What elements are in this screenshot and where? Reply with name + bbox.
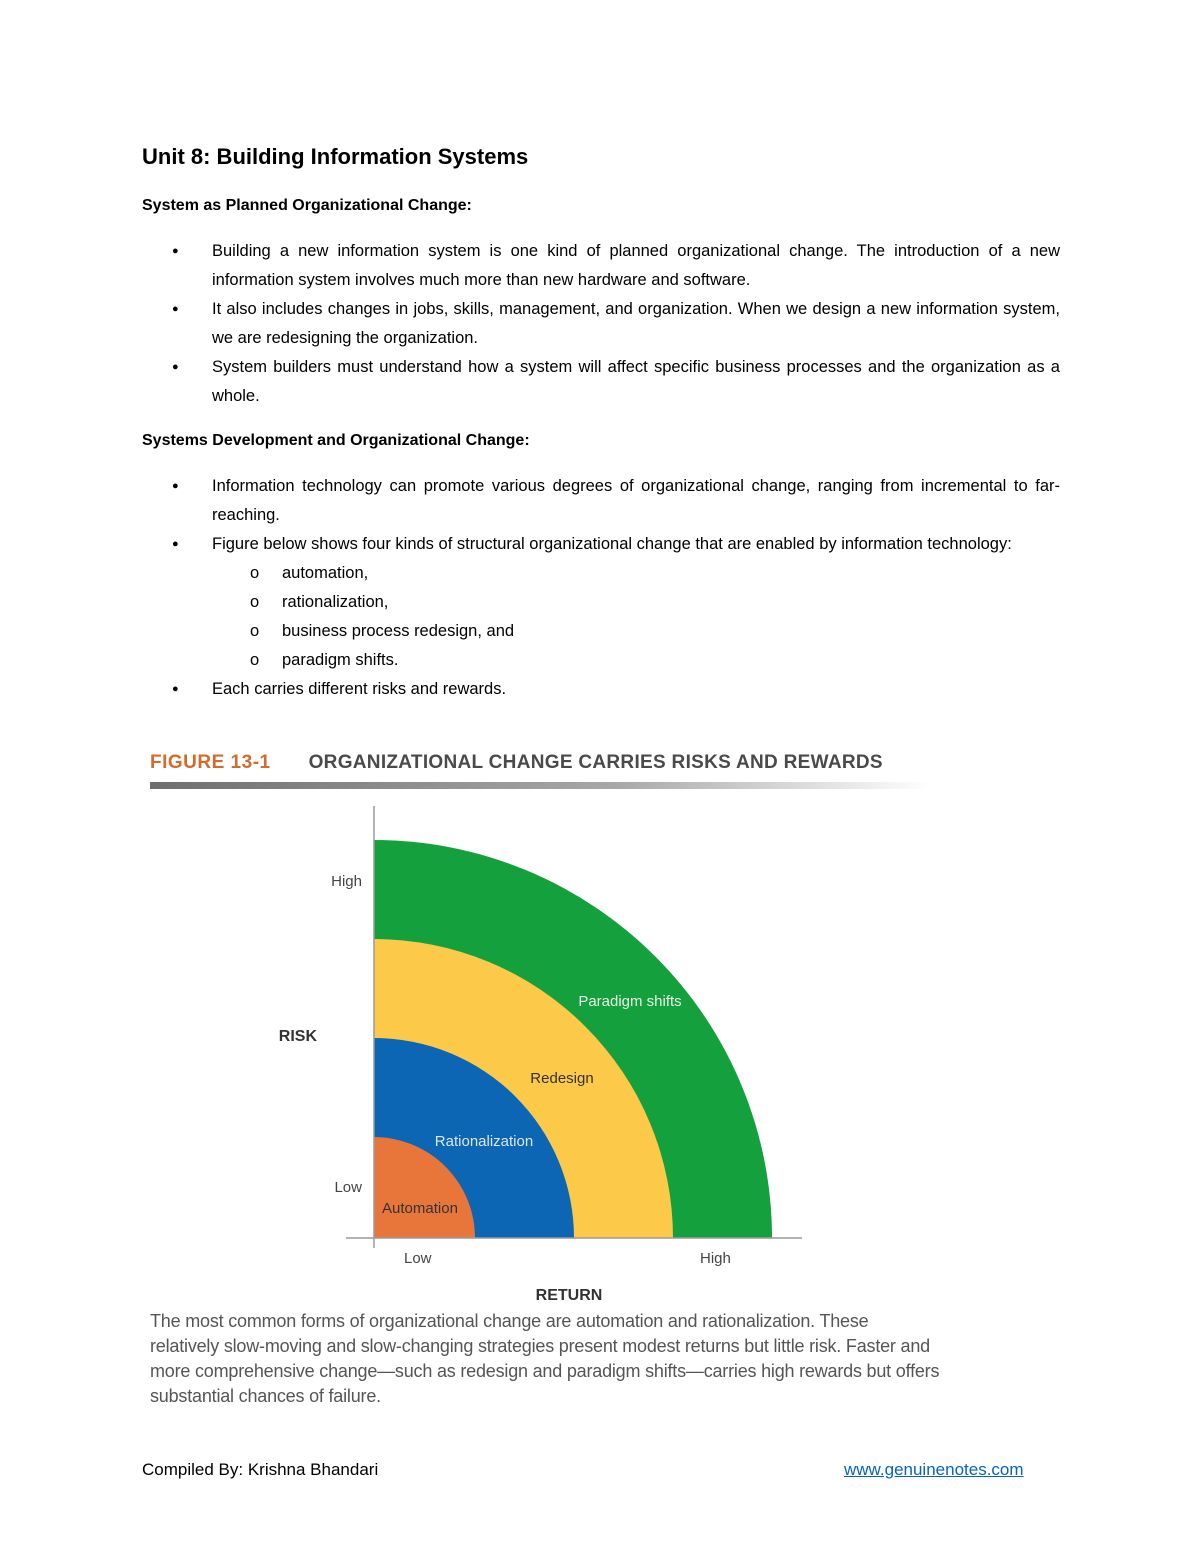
footer-website-link[interactable]: www.genuinenotes.com bbox=[844, 1460, 1024, 1479]
page-title: Unit 8: Building Information Systems bbox=[142, 144, 529, 169]
x-tick-high: High bbox=[700, 1250, 731, 1267]
list-item: ● Building a new information system is one kind of planned organizational change. The introduction of a new information system involves much more than new hardware and software. bbox=[142, 237, 1060, 295]
x-axis-label: RETURN bbox=[535, 1287, 603, 1304]
sub-list-item: o business process redesign, and bbox=[212, 617, 1060, 646]
section-heading-systems-development: Systems Development and Organizational Change: bbox=[142, 432, 530, 449]
sub-list-item: o paradigm shifts. bbox=[212, 646, 1060, 675]
y-tick-high: High bbox=[331, 873, 362, 890]
list-item: ● Information technology can promote various degrees of organizational change, ranging from incremental to far-reaching. bbox=[142, 472, 1060, 530]
figure-title: ORGANIZATIONAL CHANGE CARRIES RISKS AND REWARDS bbox=[308, 752, 883, 773]
section-heading-planned-change: System as Planned Organizational Change: bbox=[142, 197, 472, 214]
figure-caption: The most common forms of organizational change are automation and rationalization. These relatively slow-moving and slow-changing strategies present modest returns but little risk. Faster and more comprehensive change—such as redesign and paradigm shifts—carries high rewards but offers substantial chances of failure. bbox=[150, 1311, 940, 1406]
x-tick-low: Low bbox=[404, 1250, 432, 1267]
arc-group bbox=[374, 840, 772, 1238]
list-item: ● Each carries different risks and rewards. bbox=[142, 675, 1060, 704]
arc-label-rationalization: Rationalization bbox=[434, 1133, 534, 1150]
arc-label-paradigm-shifts: Paradigm shifts bbox=[578, 993, 682, 1010]
sub-list-item: o rationalization, bbox=[212, 588, 1060, 617]
y-tick-low: Low bbox=[334, 1179, 362, 1196]
list-item-text: Figure below shows four kinds of structural organizational change that are enabled by information technology: bbox=[212, 535, 1012, 553]
figure-label: FIGURE 13-1 bbox=[150, 752, 271, 773]
list-item: ● System builders must understand how a system will affect specific business processes and the organization as a whole. bbox=[142, 353, 1060, 411]
sub-list-item: o automation, bbox=[212, 559, 1060, 588]
arc-label-redesign: Redesign bbox=[530, 1070, 594, 1087]
y-axis-label: RISK bbox=[278, 1028, 317, 1045]
list-item: ● It also includes changes in jobs, skills, management, and organization. When we design a new information system, we are redesigning the organization. bbox=[142, 295, 1060, 353]
arc-label-automation: Automation bbox=[382, 1200, 458, 1217]
footer-compiled-by: Compiled By: Krishna Bhandari bbox=[142, 1460, 379, 1479]
